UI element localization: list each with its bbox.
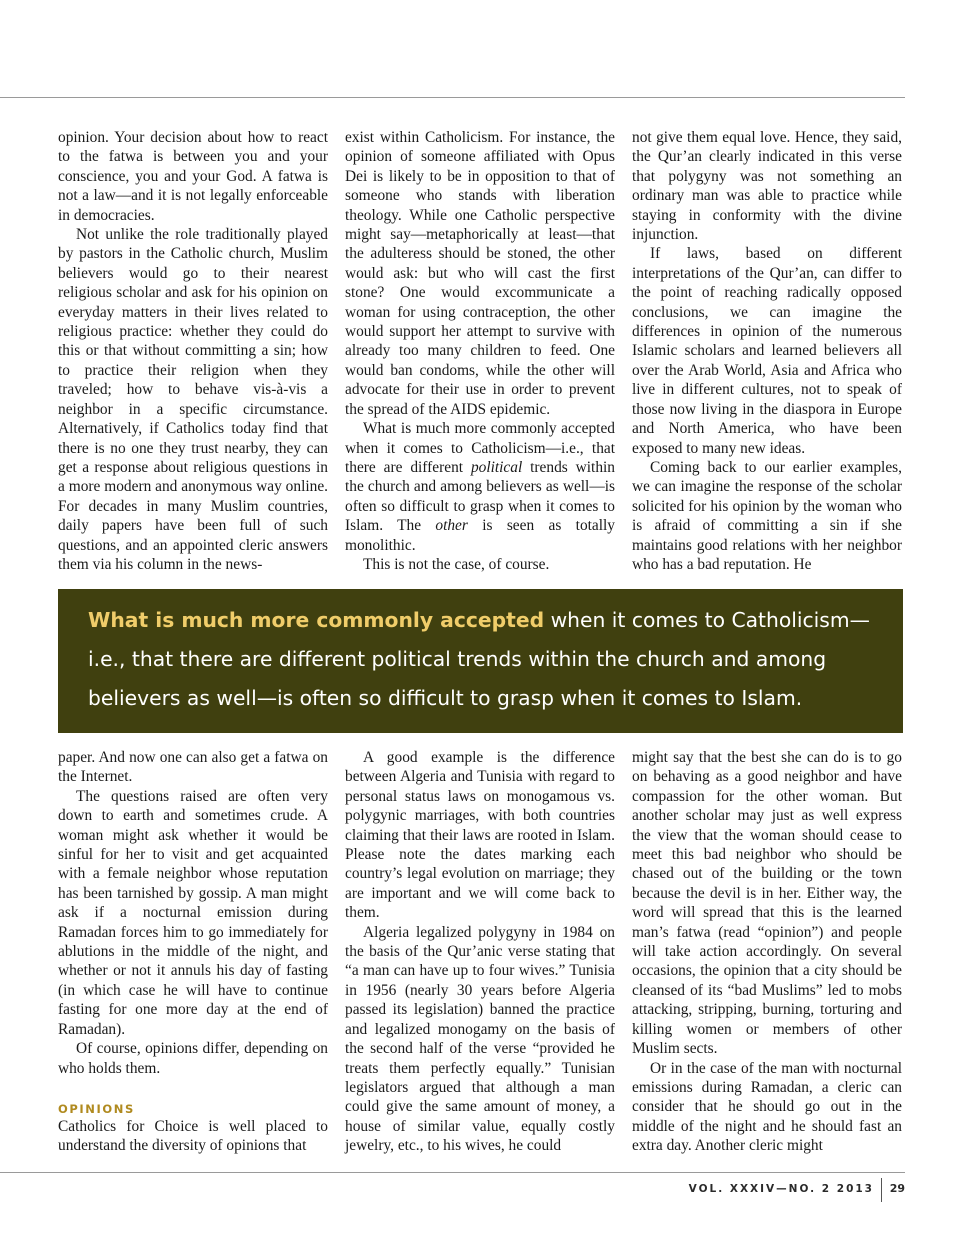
paragraph: opinion. Your decision about how to react to the fatwa is between you and your conscience, you and your God. A fatwa is not a law—and it is not legally enforceable in democracies. [58, 129, 328, 224]
article-column-1 [58, 128, 328, 574]
paragraph: Or in the case of the man with nocturnal emissions during Ramadan, a cleric can consider that he should go out in the middle of the night and he should fast an extra day. Another cleric might [632, 1059, 902, 1155]
paragraph: not give them equal love. Hence, they said, the Qur’an clearly indicated in this verse that polygyny was not something an ordinary man was able to practice while staying in conformity with the divine injunction. [632, 129, 902, 244]
pull-quote-highlight: What is much more commonly accepted [88, 608, 545, 632]
volume-label: VOL. XXXIV—NO. 2 2013 [688, 1183, 874, 1195]
footer-divider [881, 1178, 882, 1202]
paragraph: If laws, based on different interpretations of the Qur’an, can differ to the point of reaching radically opposed conclusions, we can imagine the differences in opinion of the numerous Islamic scholars and learned believers all over the Arab World, Asia and Africa who live in different cultures, not to speak of those now living in the diaspora in Europe and North America, who have been exposed to many new ideas. [632, 245, 902, 457]
page-footer [0, 1178, 905, 1202]
paragraph: exist within Catholicism. For instance, the opinion of someone affiliated with Opus Dei is likely to be in opposition to that of someone who stands with liberation theology. While one Catholic perspective might say—metaphorically at least—that the adulteress should be stoned, the other would ask: but who will cast the first stone? One would excommunicate a woman for using contraception, the other would support her attempt to survive with already too many children to feed. One would ban condoms, while the other will advocate for their use in order to prevent the spread of the AIDS epidemic. [345, 129, 615, 418]
paragraph: A good example is the difference between Algeria and Tunisia with regard to personal status laws on monogamous vs. polygynic marriages, with both countries claiming that their laws are rooted in Islam. Please note the dates marking each country’s legal evolution on marriage; they are important and we will come back to them. [345, 749, 615, 922]
paragraph: paper. And now one can also get a fatwa on the Internet. [58, 749, 328, 786]
pull-quote-text: when it comes to Catholicism—i.e., that there are different political trends within the church and among believers as well—is often so difficult to grasp when it comes to Islam. [88, 608, 870, 710]
paragraph: This is not the case, of course. [363, 555, 550, 573]
article-column-6 [632, 748, 902, 1156]
paragraph: might say that the best she can do is to go on behaving as a good neighbor and have compassion for the other woman. But another scholar may just as well express the view that the woman should cease to meet this bad neighbor who should be chased out of the building or the town because the devil is in her. Either way, the word will spread that this is the learned man’s fatwa (read “opinion”) and people will take action accordingly. On several occasions, the opinion that a city should be cleansed of its “bad Muslims” led to mobs attacking, stripping, burning, torturing and killing women or members of other Muslim sects. [632, 749, 902, 1058]
section-subhead: OPINIONS [58, 1101, 135, 1116]
paragraph: The questions raised are often very down to earth and sometimes crude. A woman might ask whether it would be sinful for her to visit and get acquainted with a female neighbor whose reputation has been tarnished by gossip. A man might ask if a nocturnal emission during Ramadan forces him to go immediately for ablutions in the middle of the night, and whether or not it annuls his day of fasting (in which case he will have to continue fasting for one more day at the end of Ramadan). [58, 787, 328, 1038]
article-column-2 [345, 128, 615, 574]
article-column-4 [58, 748, 328, 1156]
pull-quote [58, 589, 903, 733]
page-number: 29 [889, 1182, 905, 1195]
paragraph: Catholics for Choice is well placed to understand the diversity of opinions that [58, 1117, 328, 1155]
article-column-3 [632, 128, 902, 574]
paragraph-catholicism-politics: What is much more commonly accepted when it comes to Catholicism—i.e., that there are different political trends within the church and among believers as well—is often so difficult to grasp when it comes to Islam. The other is seen as totally monolithic. [345, 420, 615, 554]
article-column-5 [345, 748, 615, 1156]
top-rule [0, 97, 905, 98]
bottom-rule [0, 1172, 905, 1173]
paragraph: Coming back to our earlier examples, we can imagine the response of the scholar solicited for his opinion by the woman who is afraid of committing a sin if she maintains good relations with her neighbor who has a bad reputation. He [632, 458, 902, 573]
paragraph: Algeria legalized polygyny in 1984 on the basis of the Qur’anic verse stating that “a man can have up to four wives.” Tunisia in 1956 (nearly 30 years before Algeria passed its legislation) banned the practice and legalized monogamy on the basis of the second half of the verse “provided he treats them perfectly equally.” Tunisian legislators argued that although a man could give the same amount of money, a house of similar value, equally costly jewelry, etc., to his wives, he could [345, 923, 615, 1155]
paragraph: Not unlike the role traditionally played by pastors in the Catholic church, Muslim believers would go to their nearest religious scholar and ask for his opinion on everyday matters in their lives related to religious practice: whether they could do this or that without committing a sin; how to practice their religion when they traveled; how to behave vis-à-vis a neighbor in a specific circumstance. Alternatively, if Catholics today find that there is no one they trust nearby, they can get a response about religious questions in a more modern and anonymous way online. For decades in many Muslim countries, daily papers have been full of such questions, and an appointed cleric answers them via his column in the news- [58, 226, 328, 573]
paragraph: Of course, opinions differ, depending on who holds them. [58, 1040, 328, 1077]
